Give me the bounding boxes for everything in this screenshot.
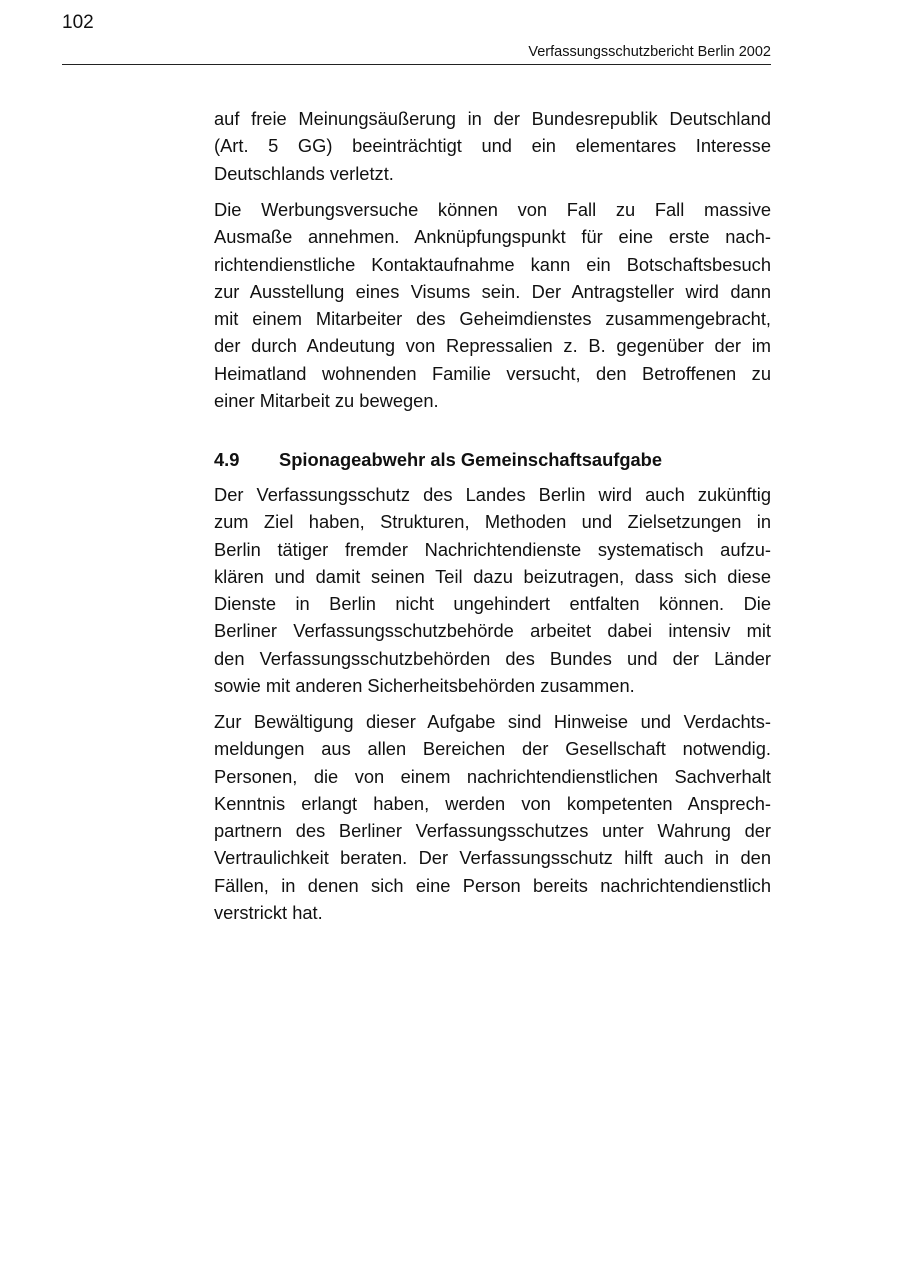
text-line: den Verfassungsschutzbehörden des Bundes und der Länder bbox=[214, 647, 771, 669]
text-line: Heimatland wohnenden Familie versucht, den Betroffenen zu bbox=[214, 362, 771, 384]
running-title: Verfassungsschutzbericht Berlin 2002 bbox=[528, 44, 771, 60]
section-heading bbox=[214, 446, 662, 473]
text-line: meldungen aus allen Bereichen der Gesellschaft notwendig. bbox=[214, 738, 771, 760]
text-line: Kenntnis erlangt haben, werden von kompetenten Ansprech- bbox=[214, 792, 771, 814]
text-line: der durch Andeutung von Repressalien z. B. gegenüber der im bbox=[214, 335, 771, 357]
text-line: verstrickt hat. bbox=[214, 902, 323, 924]
text-line: auf freie Meinungsäußerung in der Bundesrepublik Deutschland bbox=[214, 108, 771, 129]
text-line: partnern des Berliner Verfassungsschutzes unter Wahrung der bbox=[214, 820, 771, 842]
text-line: richtendienstliche Kontaktaufnahme kann ein Botschaftsbesuch bbox=[214, 253, 771, 275]
text-line: zum Ziel haben, Strukturen, Methoden und Zielsetzungen in bbox=[214, 511, 771, 533]
text-line: einer Mitarbeit zu bewegen. bbox=[214, 390, 439, 412]
paragraph-1 bbox=[214, 105, 771, 187]
header-rule bbox=[62, 64, 771, 65]
text-line: Deutschlands verletzt. bbox=[214, 162, 394, 184]
page-number: 102 bbox=[62, 12, 94, 33]
text-line: mit einem Mitarbeiter des Geheimdienstes zusammengebracht, bbox=[214, 308, 771, 330]
text-line: Dienste in Berlin nicht ungehindert entfalten können. Die bbox=[214, 593, 771, 615]
section-number: 4.9 bbox=[214, 449, 240, 470]
text-line: Die Werbungsversuche können von Fall zu Fall massive bbox=[214, 199, 771, 220]
section-title: Spionageabwehr als Gemeinschaftsaufgabe bbox=[279, 449, 663, 470]
text-line: Berlin tätiger fremder Nachrichtendienste systematisch aufzu- bbox=[214, 538, 771, 560]
text-line: sowie mit anderen Sicherheitsbehörden zusammen. bbox=[214, 675, 635, 697]
text-line: zur Ausstellung eines Visums sein. Der Antragsteller wird dann bbox=[214, 280, 771, 302]
text-line: Ausmaße annehmen. Anknüpfungspunkt für eine erste nach- bbox=[214, 226, 771, 248]
text-line: Berliner Verfassungsschutzbehörde arbeitet dabei intensiv mit bbox=[214, 620, 771, 642]
text-line: Personen, die von einem nachrichtendienstlichen Sachverhalt bbox=[214, 765, 771, 787]
paragraph-3 bbox=[214, 481, 771, 699]
text-line: Der Verfassungsschutz des Landes Berlin wird auch zukünftig bbox=[214, 484, 771, 505]
text-line: Vertraulichkeit beraten. Der Verfassungsschutz hilft auch in den bbox=[214, 847, 771, 869]
paragraph-2 bbox=[214, 196, 771, 414]
text-line: (Art. 5 GG) beeinträchtigt und ein elementares Interesse bbox=[214, 135, 771, 157]
paragraph-4 bbox=[214, 708, 771, 926]
text-line: Zur Bewältigung dieser Aufgabe sind Hinweise und Verdachts- bbox=[214, 711, 771, 732]
text-line: klären und damit seinen Teil dazu beizutragen, dass sich diese bbox=[214, 565, 771, 587]
text-line: Fällen, in denen sich eine Person bereits nachrichtendienstlich bbox=[214, 874, 771, 896]
